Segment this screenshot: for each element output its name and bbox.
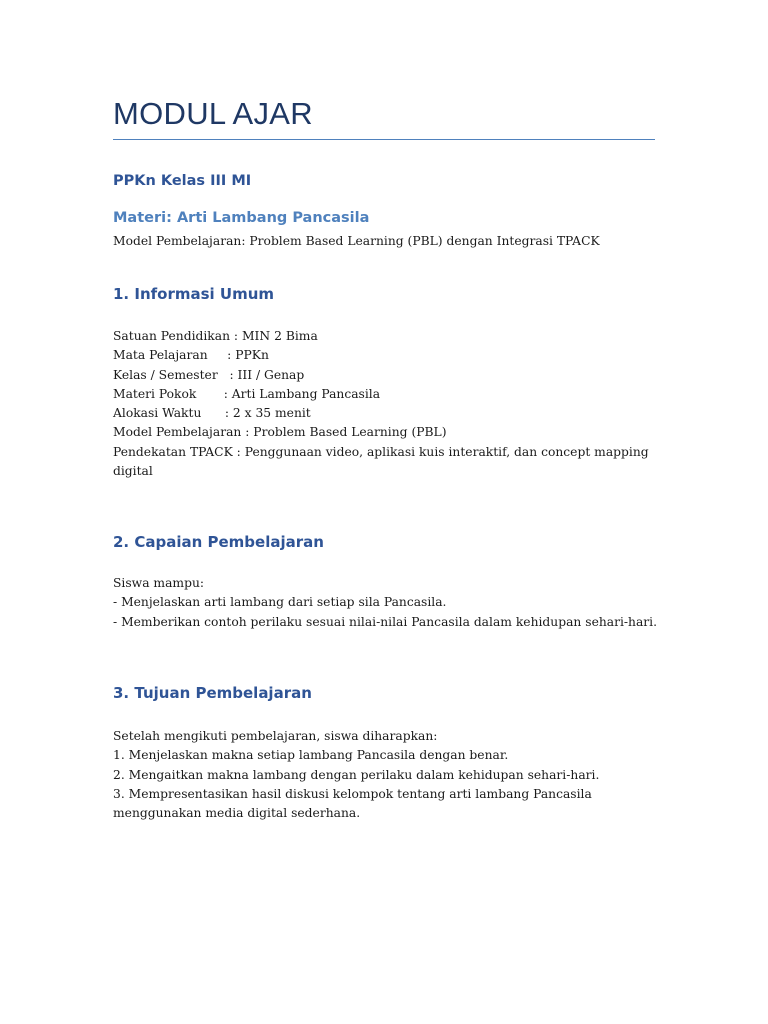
- materi-heading: Materi: Arti Lambang Pancasila: [113, 210, 370, 226]
- info-line: Pendekatan TPACK : Penggunaan video, aplikasi kuis interaktif, dan concept mapping digital: [113, 444, 649, 479]
- tujuan-line: Setelah mengikuti pembelajaran, siswa diharapkan:: [113, 729, 438, 743]
- capaian-line: Siswa mampu:: [113, 576, 205, 590]
- tujuan-line: 2. Mengaitkan makna lambang dengan perilaku dalam kehidupan sehari-hari.: [113, 767, 600, 782]
- section-heading-capaian: 2. Capaian Pembelajaran: [113, 533, 324, 551]
- capaian-line: - Menjelaskan arti lambang dari setiap sila Pancasila.: [113, 595, 447, 610]
- section-heading-informasi-umum: 1. Informasi Umum: [113, 285, 275, 303]
- capaian-block: [113, 574, 658, 632]
- model-line: [113, 232, 653, 251]
- title-underline: [113, 139, 655, 140]
- info-line: Kelas / Semester : III / Genap: [113, 367, 305, 382]
- tujuan-line: 3. Mempresentasikan hasil diskusi kelompok tentang arti lambang Pancasila menggunakan media digital sederhana.: [113, 786, 592, 821]
- tujuan-block: [113, 727, 653, 823]
- section-heading-tujuan: 3. Tujuan Pembelajaran: [113, 684, 312, 702]
- document-title: MODUL AJAR: [113, 96, 313, 131]
- info-line: Model Pembelajaran : Problem Based Learning (PBL): [113, 425, 447, 440]
- capaian-line: - Memberikan contoh perilaku sesuai nilai-nilai Pancasila dalam kehidupan sehari-hari.: [113, 614, 658, 629]
- informasi-umum-block: [113, 327, 653, 481]
- subject-heading: PPKn Kelas III MI: [113, 173, 252, 189]
- info-line: Materi Pokok : Arti Lambang Pancasila: [113, 386, 381, 401]
- tujuan-line: 1. Menjelaskan makna setiap lambang Pancasila dengan benar.: [113, 748, 509, 763]
- info-line: Satuan Pendidikan : MIN 2 Bima: [113, 329, 318, 343]
- info-line: Alokasi Waktu : 2 x 35 menit: [113, 406, 311, 421]
- info-line: Mata Pelajaran : PPKn: [113, 348, 269, 363]
- model-text: Model Pembelajaran: Problem Based Learning (PBL) dengan Integrasi TPACK: [113, 234, 600, 248]
